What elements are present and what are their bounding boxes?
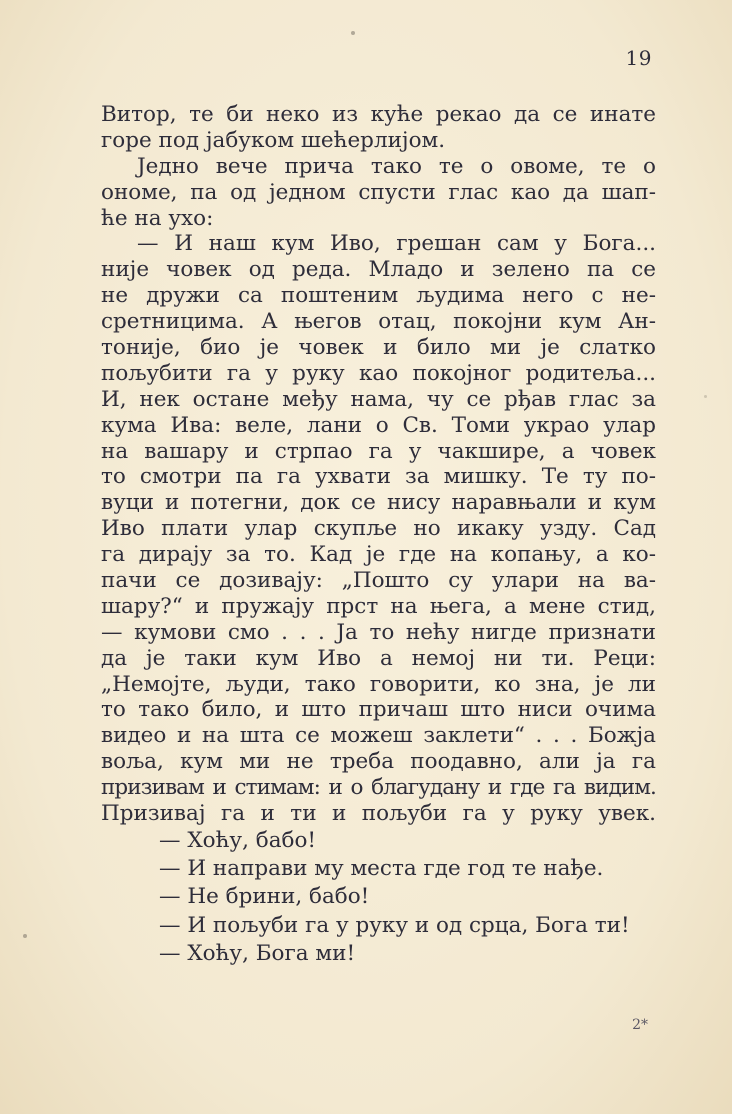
page-number: 19: [625, 46, 652, 70]
text-line: то тако било, и што причаш што ниси очима: [101, 697, 656, 723]
text-line: на вашару и стрпао га у чакшире, а човек: [101, 438, 656, 464]
text-line: тоније, био је човек и било ми је слатко: [101, 335, 656, 361]
printer-signature-mark: 2*: [632, 1017, 648, 1033]
body-text: [101, 102, 656, 968]
paper-speck: [351, 31, 355, 35]
text-line: И, нек остане међу нама, чу се рђав глас за: [101, 386, 656, 412]
text-line: не дружи са поштеним људима него с не-: [101, 283, 656, 309]
text-line: призивам и стимам: и о благудану и где га видим.: [101, 775, 656, 801]
text-line: ће на ухо:: [101, 205, 214, 231]
text-line: то смотри па га ухвати за мишку. Те ту по-: [101, 464, 656, 490]
paper-speck: [23, 934, 27, 938]
text-line: ономе, па од једном спусти глас као да шап-: [101, 179, 656, 205]
text-line: вуци и потегни, док се нису наравњали и кум: [101, 490, 656, 516]
text-line: видео и на шта се можеш заклети“ . . . Божја: [101, 723, 656, 749]
text-line: га дирају за то. Кад је где на копању, а ко-: [101, 542, 656, 568]
text-line: кума Ива: веле, лани о Св. Томи украо улар: [101, 412, 656, 438]
text-line: пољубити га у руку као покојног родитеља...: [101, 360, 656, 386]
text-line: Витор, те би неко из куће рекао да се инате: [101, 102, 656, 127]
text-line: воља, кум ми не треба поодавно, али ја га: [101, 749, 656, 775]
dialog-line: — Не брини, бабо!: [159, 884, 370, 910]
text-line: — кумови смо . . . Ја то нећу нигде признати: [101, 619, 656, 645]
text-line: није човек од реда. Младо и зелено па се: [101, 257, 656, 283]
text-line: шару?“ и пружају прст на њега, а мене стид,: [101, 593, 656, 619]
text-line: пачи се дозивају: „Пошто су улари на ва-: [101, 568, 656, 594]
text-line: — И наш кум Иво, грешан сам у Бога...: [137, 231, 656, 257]
text-line: Иво плати улар скупље но икаку узду. Сад: [101, 516, 656, 542]
text-line: Призивај га и ти и пољуби га у руку увек.: [101, 801, 656, 827]
text-line: сретницима. А његов отац, покојни кум Ан-: [101, 309, 656, 335]
dialog-line: — И пољуби га у руку и од срца, Бога ти!: [159, 912, 630, 938]
paper-speck: [704, 395, 707, 398]
dialog-line: — Хоћу, Бога ми!: [159, 940, 356, 966]
text-line: горе под јабуком шећерлијом.: [101, 127, 446, 153]
text-line: да је таки кум Иво а немој ни ти. Реци:: [101, 645, 656, 671]
text-line: Једно вече прича тако те о овоме, те о: [137, 153, 656, 179]
dialog-line: — Хоћу, бабо!: [159, 827, 317, 853]
text-line: „Немојте, људи, тако говорити, ко зна, је ли: [101, 671, 656, 697]
dialog-line: — И направи му места где год те нађе.: [159, 856, 604, 882]
